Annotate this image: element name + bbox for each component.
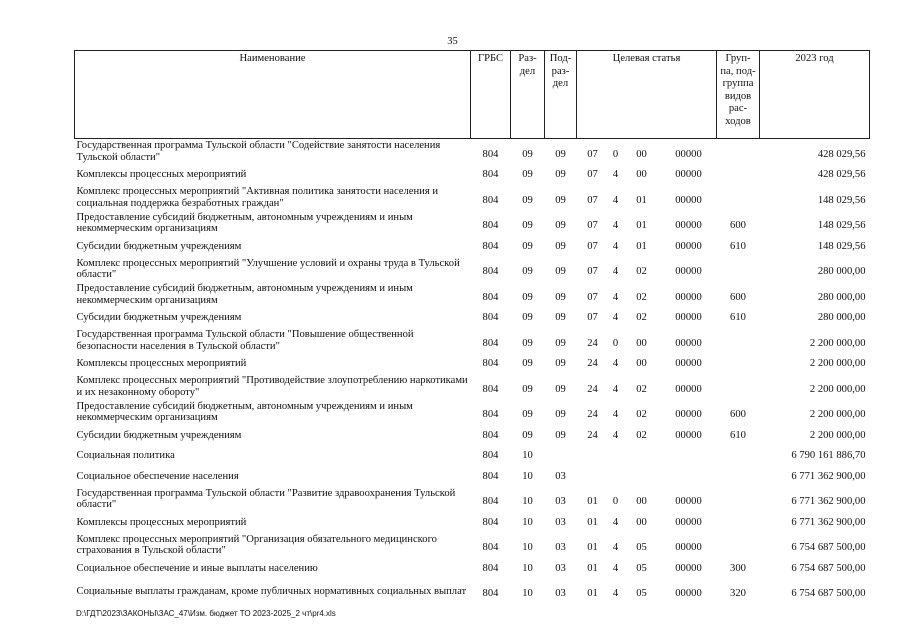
cell-expense-group <box>717 487 760 513</box>
cell-target-type: 4 <box>612 383 619 395</box>
cell-grbs: 804 <box>482 194 499 206</box>
cell-grbs: 804 <box>482 266 499 277</box>
cell-amount: 2 200 000,00 <box>809 358 866 369</box>
cell-target-program: 24 <box>587 429 598 441</box>
cell-grbs: 804 <box>482 291 499 303</box>
cell-grbs: 804 <box>482 450 499 461</box>
cell-target-type: 4 <box>612 409 619 420</box>
cell-razdel: 09 <box>522 220 533 231</box>
cell-podrazdel: 09 <box>555 312 566 323</box>
cell-podrazdel: 09 <box>555 409 566 420</box>
cell-expense-group: 600 <box>730 220 746 231</box>
cell-name: Комплекс процессных мероприятий "Противодействие злоупотреблению наркотиками и их незаконному обороту" <box>76 375 468 398</box>
cell-name: Социальная политика <box>76 450 175 461</box>
table-row <box>75 308 870 329</box>
cell-target-code: 00000 <box>675 337 702 349</box>
cell-target-type: 0 <box>612 496 619 507</box>
cell-target-type: 4 <box>612 169 619 180</box>
cell-amount: 148 029,56 <box>817 240 866 252</box>
table-row <box>75 533 870 559</box>
cell-name: Предоставление субсидий бюджетным, автономным учреждениям и иным некоммерческим организациям <box>76 283 413 306</box>
cell-target-sub: 02 <box>636 409 647 420</box>
cell-razdel: 10 <box>522 450 533 461</box>
cell-target-program: 07 <box>587 266 598 277</box>
cell-amount: 428 029,56 <box>817 169 866 180</box>
cell-expense-group <box>717 257 760 283</box>
cell-target-type: 4 <box>612 240 619 252</box>
table-row <box>75 425 870 446</box>
cell-target-code: 00000 <box>675 409 702 420</box>
cell-expense-group <box>717 466 760 487</box>
cell-podrazdel: 09 <box>555 291 566 303</box>
table-row <box>75 487 870 513</box>
cell-podrazdel: 03 <box>555 516 566 528</box>
header-grbs: ГРБС <box>471 51 511 139</box>
cell-expense-group <box>717 512 760 533</box>
cell-target-type: 4 <box>612 220 619 231</box>
cell-podrazdel: 09 <box>555 148 566 160</box>
cell-name: Комплексы процессных мероприятий <box>76 169 247 180</box>
cell-name: Комплекс процессных мероприятий "Организация обязательного медицинского страхования в Тульской области" <box>76 533 437 557</box>
page-number: 35 <box>447 36 458 47</box>
cell-name: Субсидии бюджетным учреждениям <box>76 240 242 252</box>
cell-amount: 6 754 687 500,00 <box>791 542 866 553</box>
cell-target-type: 4 <box>612 312 619 323</box>
cell-name: Комплекс процессных мероприятий "Улучшение условий и охраны труда в Тульской области" <box>76 257 460 281</box>
cell-razdel: 09 <box>522 291 533 303</box>
table-row <box>75 579 870 605</box>
cell-expense-group <box>717 165 760 186</box>
table-row <box>75 139 870 165</box>
cell-podrazdel: 03 <box>555 588 566 599</box>
cell-amount: 280 000,00 <box>817 312 866 323</box>
cell-target-sub: 01 <box>636 240 647 252</box>
cell-razdel: 09 <box>522 266 533 277</box>
cell-podrazdel <box>545 446 577 467</box>
cell-amount: 2 200 000,00 <box>809 383 866 395</box>
cell-target-code: 00000 <box>675 194 702 206</box>
table-row <box>75 374 870 400</box>
table-row <box>75 328 870 354</box>
cell-target-program: 01 <box>587 496 598 507</box>
cell-target-program: 07 <box>587 240 598 252</box>
cell-target-type: 4 <box>612 291 619 303</box>
cell-target-program: 01 <box>587 588 598 599</box>
cell-grbs: 804 <box>482 409 499 420</box>
cell-podrazdel: 09 <box>555 220 566 231</box>
header-gruppa-vidov: Груп- па, под- группа видов рас- ходов <box>717 51 760 139</box>
cell-target-program: 07 <box>587 291 598 303</box>
table-row <box>75 400 870 426</box>
cell-podrazdel: 03 <box>555 562 566 574</box>
cell-target-sub: 05 <box>636 588 647 599</box>
cell-expense-group: 300 <box>730 562 746 574</box>
cell-grbs: 804 <box>482 496 499 507</box>
cell-target-sub: 00 <box>636 358 647 369</box>
table-row <box>75 211 870 237</box>
cell-razdel: 09 <box>522 429 533 441</box>
cell-razdel: 09 <box>522 409 533 420</box>
cell-target-program: 07 <box>587 220 598 231</box>
table-row <box>75 512 870 533</box>
cell-target-code: 00000 <box>675 240 702 252</box>
cell-grbs: 804 <box>482 169 499 180</box>
cell-target-sub: 05 <box>636 562 647 574</box>
cell-expense-group: 320 <box>730 588 746 599</box>
table-row <box>75 236 870 257</box>
cell-target-code: 00000 <box>675 220 702 231</box>
cell-target-code: 00000 <box>675 148 702 160</box>
cell-name: Комплекс процессных мероприятий "Активная политика занятости населения и социальная поддержка безработных граждан" <box>76 186 439 209</box>
cell-target-type: 4 <box>612 194 619 206</box>
table-row <box>75 282 870 308</box>
cell-expense-group: 610 <box>730 240 746 252</box>
cell-name: Предоставление субсидий бюджетным, автономным учреждениям и иным некоммерческим организациям <box>76 211 413 235</box>
header-name: Наименование <box>75 51 471 139</box>
table-row <box>75 446 870 467</box>
cell-target-sub: 02 <box>636 429 647 441</box>
cell-grbs: 804 <box>482 312 499 323</box>
cell-target-type: 4 <box>612 516 619 528</box>
cell-expense-group <box>717 446 760 467</box>
cell-expense-group: 610 <box>730 429 746 441</box>
cell-target-program <box>577 466 609 487</box>
cell-target-code: 00000 <box>675 291 702 303</box>
cell-name: Комплексы процессных мероприятий <box>76 358 247 369</box>
cell-grbs: 804 <box>482 516 499 528</box>
cell-target-sub: 02 <box>636 383 647 395</box>
cell-target-type: 0 <box>612 337 619 349</box>
cell-grbs: 804 <box>482 337 499 349</box>
cell-expense-group: 600 <box>730 409 746 420</box>
cell-razdel: 09 <box>522 240 533 252</box>
cell-expense-group: 610 <box>730 312 746 323</box>
cell-target-code <box>661 466 717 487</box>
cell-target-type: 4 <box>612 588 619 599</box>
cell-target-code: 00000 <box>675 588 702 599</box>
cell-name: Государственная программа Тульской области "Развитие здравоохранения Тульской области" <box>76 487 456 511</box>
cell-grbs: 804 <box>482 470 499 482</box>
cell-podrazdel: 09 <box>555 266 566 277</box>
cell-expense-group <box>717 139 760 165</box>
cell-target-sub: 00 <box>636 337 647 349</box>
cell-razdel: 09 <box>522 169 533 180</box>
cell-target-sub: 02 <box>636 266 647 277</box>
header-razdel: Раз- дел <box>511 51 545 139</box>
cell-amount: 6 771 362 900,00 <box>791 516 866 528</box>
cell-name: Социальные выплаты гражданам, кроме публичных нормативных социальных выплат <box>76 585 467 597</box>
cell-amount: 6 790 161 886,70 <box>791 450 866 461</box>
cell-target-type: 4 <box>612 266 619 277</box>
cell-target-code: 00000 <box>675 562 702 574</box>
cell-target-code: 00000 <box>675 169 702 180</box>
cell-target-program: 07 <box>587 169 598 180</box>
cell-amount: 280 000,00 <box>817 291 866 303</box>
table-row <box>75 257 870 283</box>
cell-razdel: 10 <box>522 470 533 482</box>
cell-razdel: 09 <box>522 337 533 349</box>
cell-target-type: 0 <box>612 148 619 160</box>
cell-target-program: 24 <box>587 409 598 420</box>
cell-expense-group <box>717 533 760 559</box>
cell-razdel: 10 <box>522 588 533 599</box>
cell-name: Комплексы процессных мероприятий <box>76 516 247 528</box>
cell-target-sub: 01 <box>636 220 647 231</box>
cell-target-sub: 00 <box>636 148 647 160</box>
table-row <box>75 354 870 375</box>
cell-razdel: 09 <box>522 312 533 323</box>
cell-amount: 6 754 687 500,00 <box>791 588 866 599</box>
table-body <box>75 139 870 605</box>
cell-target-program <box>577 446 609 467</box>
cell-razdel: 10 <box>522 542 533 553</box>
cell-amount: 2 200 000,00 <box>809 409 866 420</box>
cell-target-code <box>661 446 717 467</box>
cell-razdel: 10 <box>522 562 533 574</box>
cell-amount: 2 200 000,00 <box>809 429 866 441</box>
cell-podrazdel: 09 <box>555 429 566 441</box>
cell-name: Субсидии бюджетным учреждениям <box>76 429 242 441</box>
cell-name: Государственная программа Тульской области "Содействие занятости населения Тульской области" <box>76 140 441 163</box>
cell-target-program: 24 <box>587 337 598 349</box>
cell-podrazdel: 09 <box>555 240 566 252</box>
cell-amount: 280 000,00 <box>817 266 866 277</box>
cell-target-program: 01 <box>587 562 598 574</box>
cell-name: Предоставление субсидий бюджетным, автономным учреждениям и иным некоммерческим организациям <box>76 400 413 424</box>
cell-expense-group <box>717 185 760 211</box>
cell-target-program: 01 <box>587 516 598 528</box>
cell-amount: 6 771 362 900,00 <box>791 496 866 507</box>
cell-grbs: 804 <box>482 542 499 553</box>
cell-expense-group <box>717 354 760 375</box>
cell-amount: 148 029,56 <box>817 194 866 206</box>
cell-grbs: 804 <box>482 220 499 231</box>
budget-table <box>74 50 870 604</box>
table-row <box>75 165 870 186</box>
cell-razdel: 09 <box>522 358 533 369</box>
file-path-footer: D:\ГДТ\2023\ЗАКОНЫ\ЗАС_47\Изм. бюджет ТО 2023-2025_2 чт\pr4.xls <box>76 609 336 618</box>
cell-target-code: 00000 <box>675 312 702 323</box>
cell-target-sub: 00 <box>636 169 647 180</box>
cell-target-code: 00000 <box>675 496 702 507</box>
table-row <box>75 558 870 579</box>
cell-target-sub: 00 <box>636 496 647 507</box>
cell-razdel: 10 <box>522 496 533 507</box>
cell-target-program: 07 <box>587 312 598 323</box>
cell-grbs: 804 <box>482 383 499 395</box>
cell-target-program: 24 <box>587 383 598 395</box>
header-podrazdel: Под- раз- дел <box>545 51 577 139</box>
cell-target-sub: 02 <box>636 291 647 303</box>
cell-podrazdel: 09 <box>555 169 566 180</box>
cell-target-type: 4 <box>612 358 619 369</box>
cell-podrazdel: 09 <box>555 358 566 369</box>
cell-amount: 2 200 000,00 <box>809 337 866 349</box>
cell-grbs: 804 <box>482 240 499 252</box>
header-tselevaya-statya: Целевая статья <box>577 51 717 139</box>
cell-expense-group <box>717 328 760 354</box>
cell-target-type: 4 <box>612 429 619 441</box>
cell-podrazdel: 09 <box>555 194 566 206</box>
cell-target-program: 07 <box>587 194 598 206</box>
cell-razdel: 09 <box>522 148 533 160</box>
cell-target-sub <box>623 446 661 467</box>
cell-target-code: 00000 <box>675 429 702 441</box>
cell-name: Государственная программа Тульской области "Повышение общественной безопасности населения в Тульской области" <box>76 329 414 352</box>
cell-amount: 148 029,56 <box>817 220 866 231</box>
cell-amount: 6 771 362 900,00 <box>791 470 866 482</box>
cell-target-sub: 01 <box>636 194 647 206</box>
cell-target-code: 00000 <box>675 516 702 528</box>
cell-name: Субсидии бюджетным учреждениям <box>76 312 242 323</box>
table-row <box>75 185 870 211</box>
table-row <box>75 466 870 487</box>
cell-target-code: 00000 <box>675 383 702 395</box>
cell-podrazdel: 03 <box>555 542 566 553</box>
cell-podrazdel: 03 <box>555 470 566 482</box>
cell-target-sub <box>623 466 661 487</box>
cell-target-program: 01 <box>587 542 598 553</box>
cell-razdel: 09 <box>522 383 533 395</box>
cell-amount: 428 029,56 <box>817 148 866 160</box>
cell-amount: 6 754 687 500,00 <box>791 562 866 574</box>
cell-podrazdel: 09 <box>555 383 566 395</box>
cell-target-program: 07 <box>587 148 598 160</box>
cell-target-code: 00000 <box>675 266 702 277</box>
cell-expense-group: 600 <box>730 291 746 303</box>
cell-target-type: 4 <box>612 542 619 553</box>
cell-target-type <box>609 466 623 487</box>
cell-target-code: 00000 <box>675 542 702 553</box>
cell-podrazdel: 03 <box>555 496 566 507</box>
header-year: 2023 год <box>760 51 870 139</box>
cell-grbs: 804 <box>482 148 499 160</box>
cell-razdel: 10 <box>522 516 533 528</box>
cell-expense-group <box>717 374 760 400</box>
cell-target-sub: 05 <box>636 542 647 553</box>
cell-target-code: 00000 <box>675 358 702 369</box>
cell-target-sub: 02 <box>636 312 647 323</box>
cell-target-type <box>609 446 623 467</box>
cell-razdel: 09 <box>522 194 533 206</box>
cell-grbs: 804 <box>482 358 499 369</box>
cell-name: Социальное обеспечение населения <box>76 470 239 482</box>
cell-target-program: 24 <box>587 358 598 369</box>
cell-grbs: 804 <box>482 588 499 599</box>
cell-target-type: 4 <box>612 562 619 574</box>
cell-podrazdel: 09 <box>555 337 566 349</box>
cell-name: Социальное обеспечение и иные выплаты населению <box>76 562 318 574</box>
cell-grbs: 804 <box>482 429 499 441</box>
cell-grbs: 804 <box>482 562 499 574</box>
cell-target-sub: 00 <box>636 516 647 528</box>
